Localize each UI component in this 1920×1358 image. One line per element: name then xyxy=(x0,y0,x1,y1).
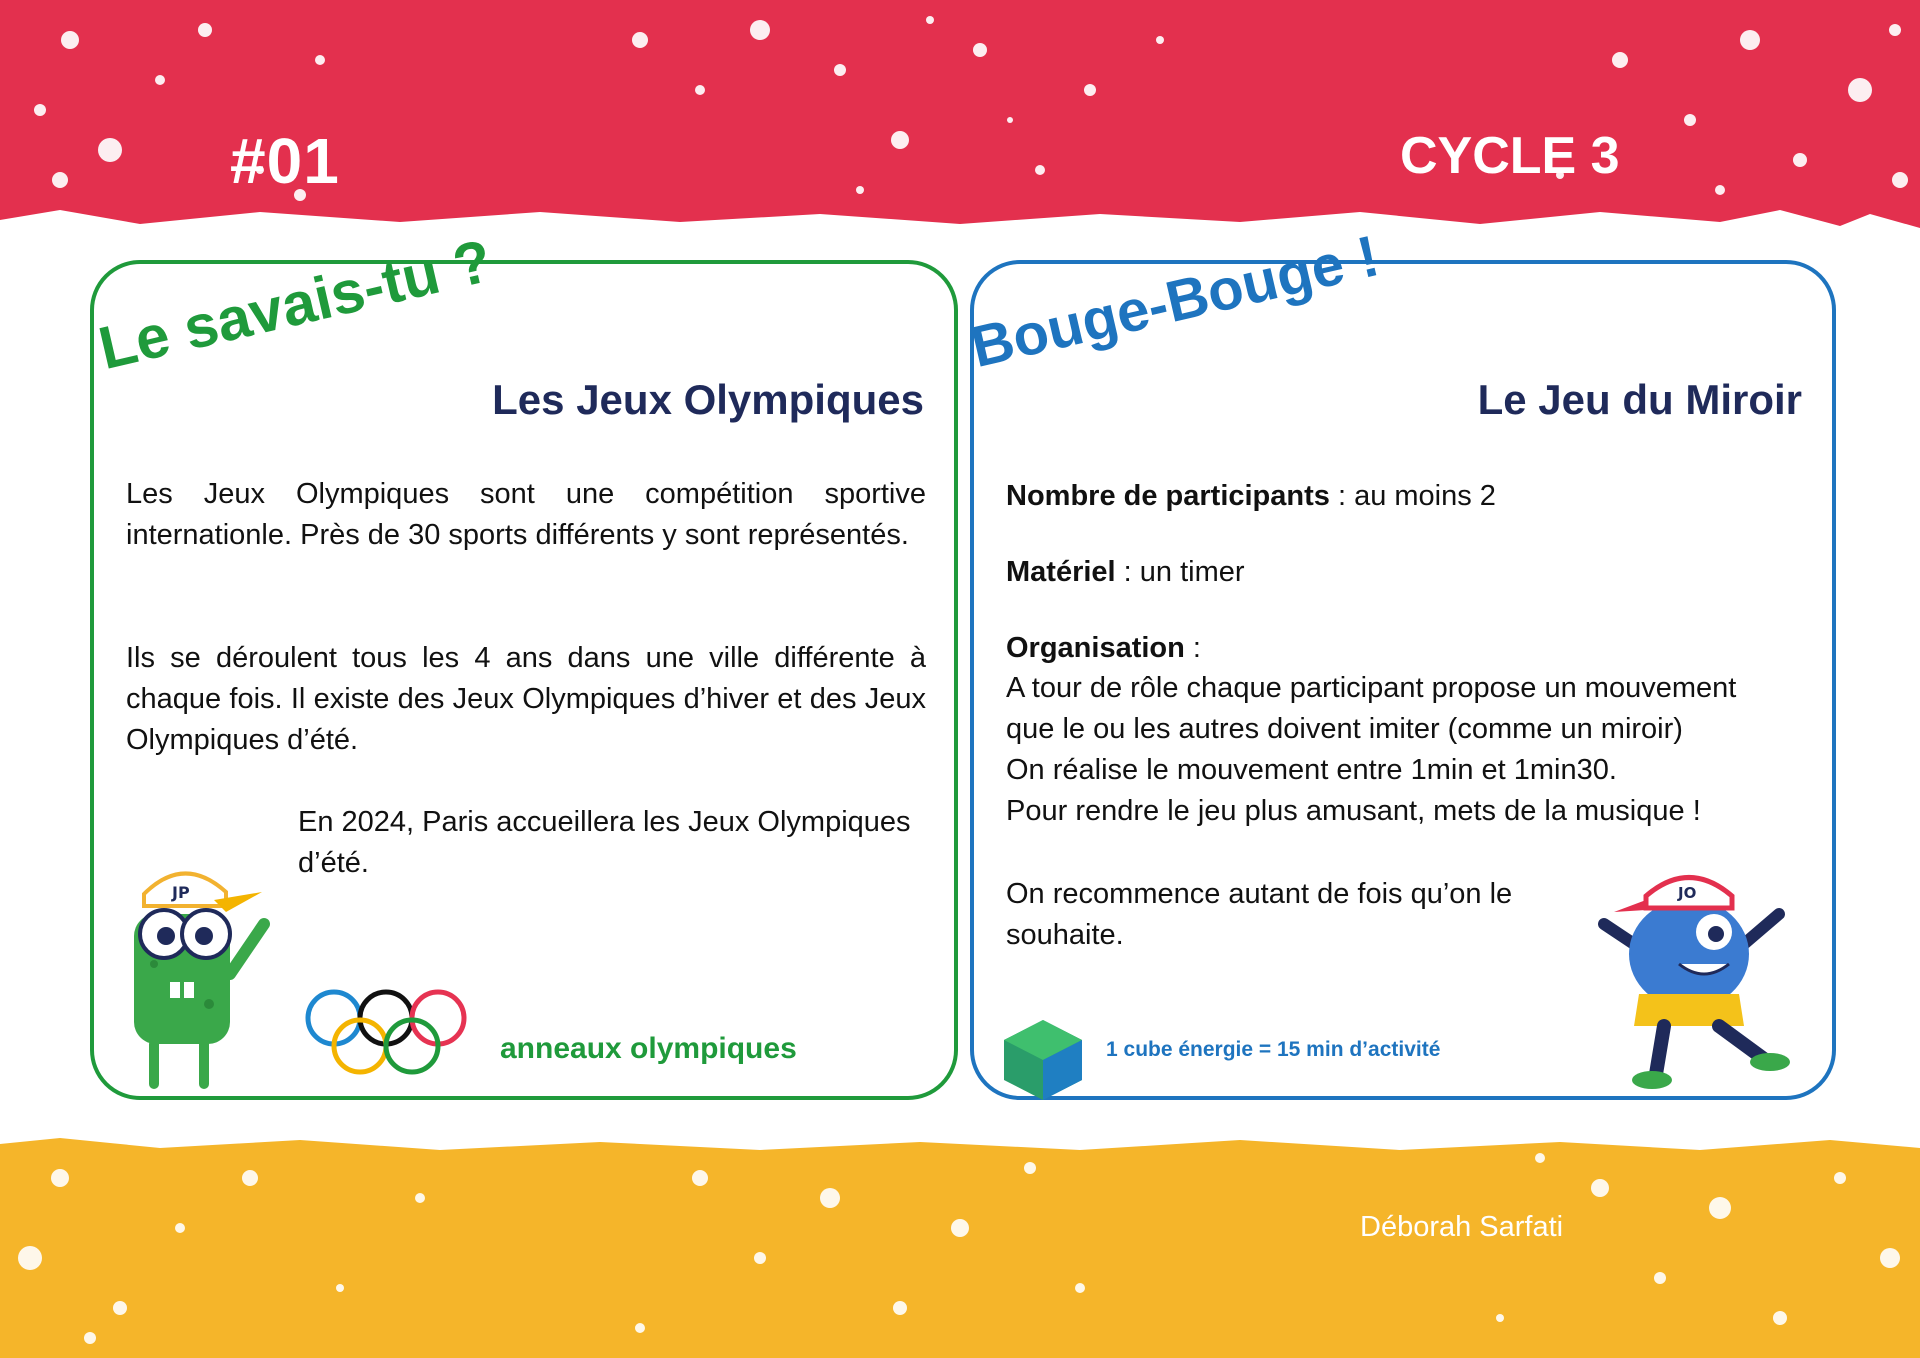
stamp-le-savais-tu: Le savais-tu ? xyxy=(92,226,498,383)
instruction-line: On réalise le mouvement entre 1min et 1min30. xyxy=(1006,754,1617,786)
card-bouge-bouge xyxy=(965,223,1836,1100)
organisation-instructions xyxy=(1006,668,1826,832)
paragraph-frequency: Ils se déroulent tous les 4 ans dans une ville différente à chaque fois. Il existe des Jeux Olympiques d’hiver et des Jeux Olympiques d’été. xyxy=(126,642,926,756)
paragraph-paris-2024: En 2024, Paris accueillera les Jeux Olympiques d’été. xyxy=(298,806,911,879)
instruction-line: que le ou les autres doivent imiter (comme un miroir) xyxy=(1006,713,1683,745)
mascot-blue-monster xyxy=(1594,854,1794,1099)
instruction-line: A tour de rôle chaque participant propose un mouvement xyxy=(1006,672,1737,704)
bottom-banner-paint xyxy=(0,1138,1920,1358)
material-label: Matériel xyxy=(1006,556,1116,588)
organisation-label: Organisation xyxy=(1006,632,1185,664)
paragraph-intro: Les Jeux Olympiques sont une compétition sportive internationle. Près de 30 sports différents y sont représentés. xyxy=(126,478,926,551)
card-le-savais-tu xyxy=(90,226,958,1100)
olympic-rings-icon xyxy=(302,984,472,1084)
organisation-heading xyxy=(1006,628,1826,669)
author-credit: Déborah Sarfati xyxy=(1360,1211,1564,1243)
energy-cube-icon xyxy=(998,1014,1088,1104)
cycle-label: CYCLE 3 xyxy=(1400,127,1620,185)
instruction-line: Pour rendre le jeu plus amusant, mets de la musique ! xyxy=(1006,795,1701,827)
participants-value: : au moins 2 xyxy=(1329,480,1496,512)
stamp-bouge-bouge: Bouge-Bouge ! xyxy=(965,223,1385,381)
energy-info: 1 cube énergie = 15 min d’activité xyxy=(1106,1038,1441,1061)
bottom-banner xyxy=(0,1138,1920,1358)
svg-text:JP: JP xyxy=(172,883,190,902)
organisation-suffix: : xyxy=(1184,632,1201,664)
sheet-number: #01 xyxy=(230,125,340,197)
material-line xyxy=(1006,552,1826,593)
card-title-jeux-olympiques: Les Jeux Olympiques xyxy=(492,376,924,423)
card-title-jeu-du-miroir: Le Jeu du Miroir xyxy=(1477,376,1802,423)
closing-line: On recommence autant de fois qu’on le souhaite. xyxy=(1006,878,1513,951)
mascot-green-monster xyxy=(114,834,284,1099)
material-value: : un timer xyxy=(1115,556,1245,588)
participants-line xyxy=(1006,476,1826,517)
svg-text:JO: JO xyxy=(1678,884,1697,902)
rings-caption: anneaux olympiques xyxy=(500,1032,797,1065)
participants-label: Nombre de participants xyxy=(1006,480,1330,512)
